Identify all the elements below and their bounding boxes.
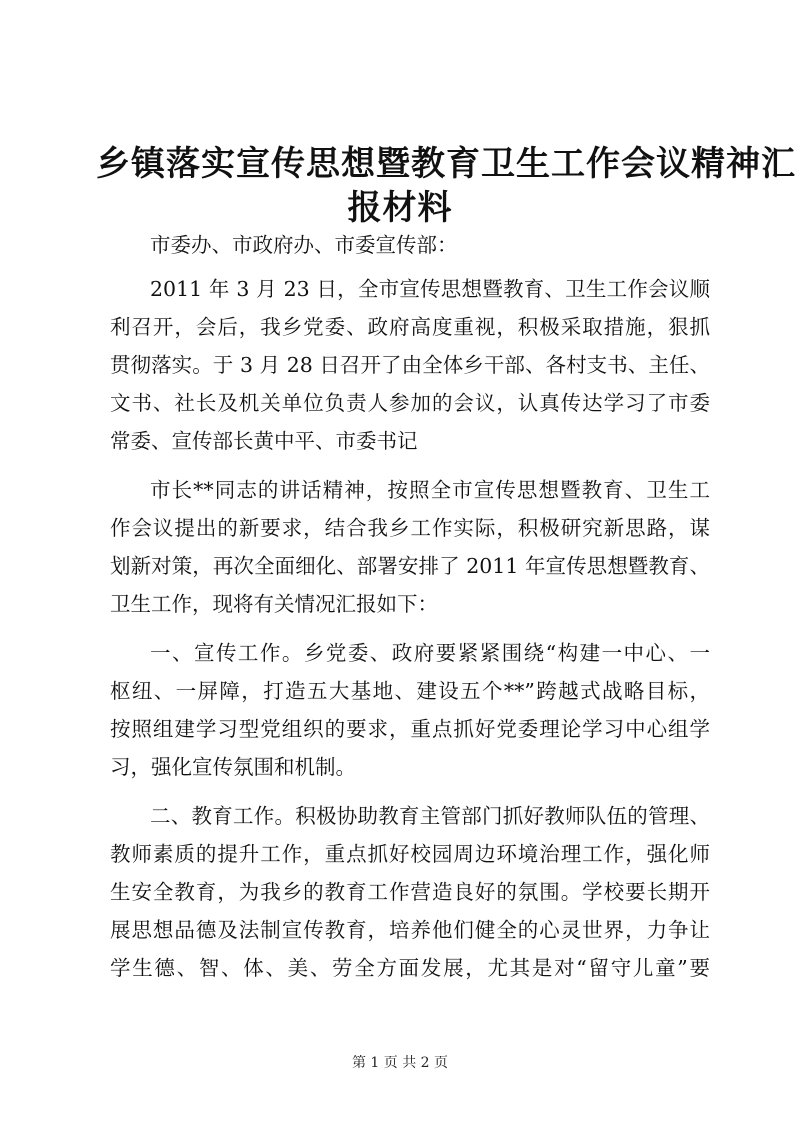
text-line: 利召开，会后，我乡党委、政府高度重视，积极采取措施，狠抓 bbox=[110, 315, 710, 339]
text-line: 习，强化宣传氛围和机制。 bbox=[110, 755, 356, 779]
text-line: 一、宣传工作。乡党委、政府要紧紧围绕“构建一中心、一 bbox=[150, 641, 710, 665]
document-body bbox=[110, 226, 710, 987]
text-line: 贯彻落实。于 3 月 28 日召开了由全体乡干部、各村支书、主任、 bbox=[110, 353, 710, 377]
title-line: 乡镇落实宣传思想暨教育卫生工作会议精神汇 bbox=[96, 144, 796, 184]
text-line: 作会议提出的新要求，结合我乡工作实际，积极研究新思路，谋 bbox=[110, 516, 710, 540]
text-line: 2011 年 3 月 23 日，全市宣传思想暨教育、卫生工作会议顺 bbox=[150, 277, 710, 301]
text-line: 学生德、智、体、美、劳全方面发展，尤其是对“留守儿童”要 bbox=[110, 956, 710, 980]
body-paragraph bbox=[110, 471, 710, 623]
text-line: 市委办、市政府办、市委宣传部： bbox=[150, 233, 458, 257]
title-line: 报材料 bbox=[347, 188, 453, 228]
text-line: 教师素质的提升工作，重点抓好校园周边环境治理工作，强化师 bbox=[110, 842, 710, 866]
body-paragraph bbox=[110, 634, 710, 786]
text-line: 市长**同志的讲话精神，按照全市宣传思想暨教育、卫生工 bbox=[150, 478, 710, 502]
text-line: 文书、社长及机关单位负责人参加的会议，认真传达学习了市委 bbox=[110, 391, 710, 415]
body-paragraph bbox=[110, 797, 710, 987]
text-line: 二、教育工作。积极协助教育主管部门抓好教师队伍的管理、 bbox=[150, 804, 710, 828]
text-line: 常委、宣传部长黄中平、市委书记 bbox=[110, 429, 418, 453]
text-line: 按照组建学习型党组织的要求，重点抓好党委理论学习中心组学 bbox=[110, 717, 710, 741]
text-line: 枢纽、一屏障，打造五大基地、建设五个**”跨越式战略目标， bbox=[110, 679, 710, 703]
page-number: 第 1 页 共 2 页 bbox=[351, 1055, 449, 1071]
body-paragraph bbox=[110, 270, 710, 460]
text-line: 卫生工作，现将有关情况汇报如下： bbox=[110, 592, 438, 616]
text-line: 划新对策，再次全面细化、部署安排了 2011 年宣传思想暨教育、 bbox=[110, 554, 710, 578]
text-line: 生安全教育，为我乡的教育工作营造良好的氛围。学校要长期开 bbox=[110, 880, 710, 904]
document-title bbox=[96, 142, 796, 230]
text-line: 展思想品德及法制宣传教育，培养他们健全的心灵世界，力争让 bbox=[110, 918, 710, 942]
salutation-paragraph bbox=[110, 226, 710, 264]
